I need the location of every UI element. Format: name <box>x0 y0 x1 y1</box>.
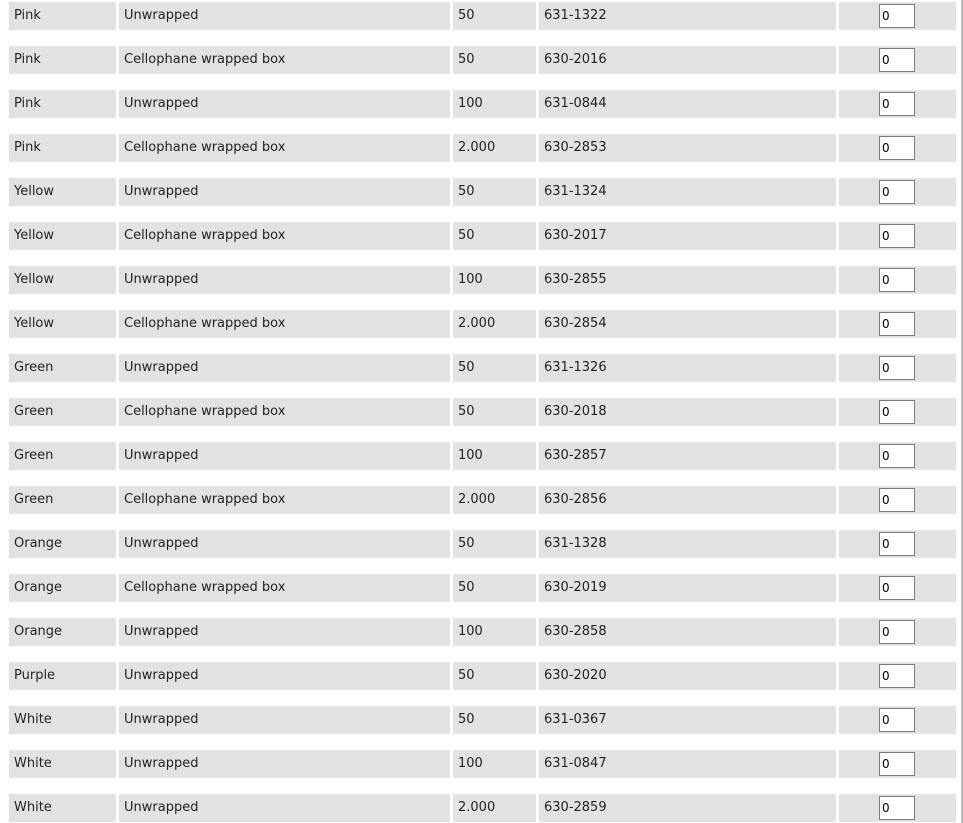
quantity-cell: 100 <box>453 618 536 646</box>
order-quantity-cell <box>839 574 956 602</box>
color-cell: Pink <box>9 90 116 118</box>
order-quantity-cell <box>839 46 956 74</box>
color-cell: Purple <box>9 662 116 690</box>
article-number-cell: 631-1328 <box>539 530 836 558</box>
article-number-cell: 630-2020 <box>539 662 836 690</box>
table-row <box>9 2 956 30</box>
order-quantity-cell <box>839 178 956 206</box>
order-quantity-input[interactable] <box>879 752 915 776</box>
table-row <box>9 794 956 822</box>
order-quantity-input[interactable] <box>879 532 915 556</box>
packaging-cell: Cellophane wrapped box <box>119 574 450 602</box>
order-quantity-cell <box>839 530 956 558</box>
table-row <box>9 354 956 382</box>
table-row <box>9 618 956 646</box>
table-row <box>9 266 956 294</box>
article-number-cell: 630-2856 <box>539 486 836 514</box>
article-number-cell: 631-1322 <box>539 2 836 30</box>
order-quantity-cell <box>839 662 956 690</box>
article-number-cell: 630-2853 <box>539 134 836 162</box>
quantity-cell: 100 <box>453 750 536 778</box>
article-number-cell: 630-2858 <box>539 618 836 646</box>
packaging-cell: Cellophane wrapped box <box>119 222 450 250</box>
order-quantity-input[interactable] <box>879 620 915 644</box>
quantity-cell: 100 <box>453 90 536 118</box>
article-number-cell: 630-2859 <box>539 794 836 822</box>
color-cell: Orange <box>9 618 116 646</box>
order-quantity-cell <box>839 442 956 470</box>
table-row <box>9 486 956 514</box>
article-number-cell: 630-2019 <box>539 574 836 602</box>
color-cell: White <box>9 750 116 778</box>
quantity-cell: 2.000 <box>453 310 536 338</box>
color-cell: Yellow <box>9 178 116 206</box>
color-cell: Pink <box>9 134 116 162</box>
article-number-cell: 630-2855 <box>539 266 836 294</box>
color-cell: Yellow <box>9 222 116 250</box>
packaging-cell: Cellophane wrapped box <box>119 398 450 426</box>
table-row <box>9 706 956 734</box>
order-quantity-cell <box>839 486 956 514</box>
article-number-cell: 631-0844 <box>539 90 836 118</box>
packaging-cell: Unwrapped <box>119 706 450 734</box>
order-quantity-cell <box>839 222 956 250</box>
color-cell: Yellow <box>9 266 116 294</box>
quantity-cell: 2.000 <box>453 134 536 162</box>
table-row <box>9 442 956 470</box>
table-row <box>9 662 956 690</box>
color-cell: White <box>9 794 116 822</box>
table-row <box>9 750 956 778</box>
article-number-cell: 630-2018 <box>539 398 836 426</box>
quantity-cell: 50 <box>453 398 536 426</box>
packaging-cell: Unwrapped <box>119 2 450 30</box>
order-quantity-cell <box>839 706 956 734</box>
table-row <box>9 90 956 118</box>
order-quantity-input[interactable] <box>879 356 915 380</box>
order-quantity-cell <box>839 750 956 778</box>
order-quantity-input[interactable] <box>879 268 915 292</box>
order-quantity-input[interactable] <box>879 48 915 72</box>
order-quantity-input[interactable] <box>879 444 915 468</box>
packaging-cell: Unwrapped <box>119 618 450 646</box>
quantity-cell: 50 <box>453 178 536 206</box>
article-number-cell: 630-2854 <box>539 310 836 338</box>
packaging-cell: Cellophane wrapped box <box>119 310 450 338</box>
order-quantity-cell <box>839 310 956 338</box>
quantity-cell: 50 <box>453 574 536 602</box>
product-table <box>9 2 956 823</box>
order-quantity-cell <box>839 398 956 426</box>
color-cell: Green <box>9 486 116 514</box>
order-quantity-input[interactable] <box>879 708 915 732</box>
color-cell: Pink <box>9 46 116 74</box>
packaging-cell: Cellophane wrapped box <box>119 46 450 74</box>
order-quantity-input[interactable] <box>879 180 915 204</box>
packaging-cell: Cellophane wrapped box <box>119 486 450 514</box>
color-cell: Green <box>9 442 116 470</box>
order-quantity-cell <box>839 794 956 822</box>
table-row <box>9 222 956 250</box>
color-cell: Green <box>9 354 116 382</box>
order-quantity-input[interactable] <box>879 312 915 336</box>
quantity-cell: 50 <box>453 662 536 690</box>
packaging-cell: Unwrapped <box>119 178 450 206</box>
quantity-cell: 100 <box>453 442 536 470</box>
packaging-cell: Unwrapped <box>119 530 450 558</box>
color-cell: Green <box>9 398 116 426</box>
order-quantity-input[interactable] <box>879 576 915 600</box>
table-row <box>9 46 956 74</box>
order-quantity-input[interactable] <box>879 664 915 688</box>
table-row <box>9 134 956 162</box>
table-row <box>9 310 956 338</box>
color-cell: Yellow <box>9 310 116 338</box>
packaging-cell: Unwrapped <box>119 90 450 118</box>
quantity-cell: 100 <box>453 266 536 294</box>
order-quantity-input[interactable] <box>879 224 915 248</box>
packaging-cell: Cellophane wrapped box <box>119 134 450 162</box>
packaging-cell: Unwrapped <box>119 662 450 690</box>
order-quantity-input[interactable] <box>879 136 915 160</box>
quantity-cell: 50 <box>453 354 536 382</box>
order-quantity-input[interactable] <box>879 796 915 820</box>
article-number-cell: 631-1324 <box>539 178 836 206</box>
order-quantity-input[interactable] <box>879 4 915 28</box>
color-cell: Orange <box>9 574 116 602</box>
quantity-cell: 50 <box>453 2 536 30</box>
order-quantity-input[interactable] <box>879 92 915 116</box>
order-quantity-cell <box>839 90 956 118</box>
article-number-cell: 630-2016 <box>539 46 836 74</box>
quantity-cell: 50 <box>453 46 536 74</box>
article-number-cell: 630-2017 <box>539 222 836 250</box>
packaging-cell: Unwrapped <box>119 354 450 382</box>
order-quantity-cell <box>839 618 956 646</box>
quantity-cell: 50 <box>453 706 536 734</box>
color-cell: Pink <box>9 2 116 30</box>
quantity-cell: 2.000 <box>453 486 536 514</box>
color-cell: White <box>9 706 116 734</box>
packaging-cell: Unwrapped <box>119 750 450 778</box>
order-quantity-cell <box>839 266 956 294</box>
table-row <box>9 178 956 206</box>
order-quantity-input[interactable] <box>879 488 915 512</box>
order-quantity-cell <box>839 134 956 162</box>
packaging-cell: Unwrapped <box>119 266 450 294</box>
table-row <box>9 398 956 426</box>
article-number-cell: 631-1326 <box>539 354 836 382</box>
order-quantity-cell <box>839 2 956 30</box>
order-quantity-cell <box>839 354 956 382</box>
quantity-cell: 2.000 <box>453 794 536 822</box>
color-cell: Orange <box>9 530 116 558</box>
packaging-cell: Unwrapped <box>119 794 450 822</box>
order-quantity-input[interactable] <box>879 400 915 424</box>
packaging-cell: Unwrapped <box>119 442 450 470</box>
quantity-cell: 50 <box>453 222 536 250</box>
quantity-cell: 50 <box>453 530 536 558</box>
article-number-cell: 630-2857 <box>539 442 836 470</box>
table-row <box>9 530 956 558</box>
table-row <box>9 574 956 602</box>
article-number-cell: 631-0847 <box>539 750 836 778</box>
article-number-cell: 631-0367 <box>539 706 836 734</box>
